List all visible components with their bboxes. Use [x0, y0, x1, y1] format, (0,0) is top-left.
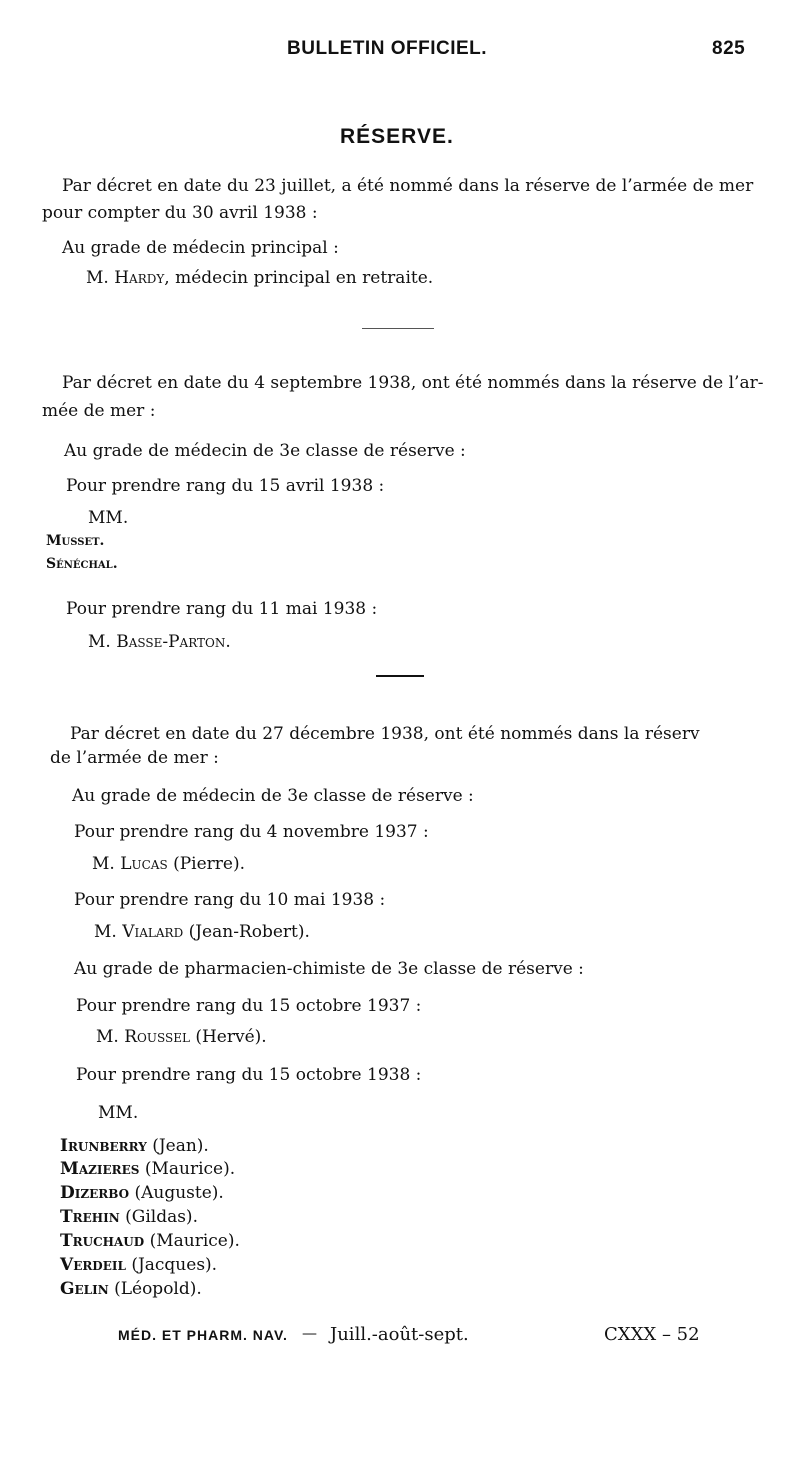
entry-prefix: M. [96, 1027, 125, 1047]
entry-rest: (Hervé). [189, 1027, 267, 1047]
entry-prefix: M. [88, 632, 117, 652]
decree3-mm: MM. [98, 1103, 139, 1123]
entry-prefix: M. [86, 268, 115, 288]
list-firstname: (Jean). [146, 1136, 209, 1156]
decree2-line1: Par décret en date du 4 septembre 1938, ont été nommés dans la réserve de l’ar- [62, 373, 764, 393]
decree2-rank2: Pour prendre rang du 11 mai 1938 : [66, 599, 378, 619]
decree3-rank3: Pour prendre rang du 15 octobre 1937 : [76, 996, 422, 1016]
list-item [60, 1159, 235, 1179]
list-surname: Mazieres [60, 1159, 140, 1179]
list-item [60, 1183, 224, 1203]
list-item [60, 1231, 240, 1251]
list-item [60, 1136, 209, 1156]
list-surname: Gelin [60, 1279, 109, 1299]
decree2-entry [88, 632, 231, 652]
decree3-entry1 [92, 854, 245, 874]
decree2-name-2: Sénéchal. [46, 556, 118, 572]
list-surname: Trehin [60, 1207, 120, 1227]
footer-journal: MÉD. ET PHARM. NAV. [118, 1327, 288, 1343]
list-item [60, 1255, 217, 1275]
entry-surname: Hardy [114, 268, 165, 288]
section-divider [376, 675, 424, 677]
list-surname: Truchaud [60, 1231, 145, 1251]
list-firstname: (Gildas). [119, 1207, 198, 1227]
entry-rest: (Pierre). [167, 854, 246, 874]
decree2-grade: Au grade de médecin de 3e classe de réserve : [64, 441, 466, 461]
list-firstname: (Auguste). [129, 1183, 224, 1203]
section-title: RÉSERVE. [340, 125, 454, 148]
list-firstname: (Léopold). [108, 1279, 202, 1299]
list-firstname: (Maurice). [144, 1231, 240, 1251]
decree3-rank2: Pour prendre rang du 10 mai 1938 : [74, 890, 386, 910]
list-surname: Irunberry [60, 1136, 147, 1156]
footer-dash: — [302, 1324, 317, 1342]
decree3-line2: de l’armée de mer : [50, 748, 219, 768]
decree3-entry2 [94, 922, 310, 942]
decree1-entry [86, 268, 433, 288]
decree2-name-1: Musset. [46, 533, 105, 549]
entry-rest: (Jean-Robert). [183, 922, 310, 942]
footer-volume: CXXX – 52 [604, 1324, 700, 1345]
decree3-rank1: Pour prendre rang du 4 novembre 1937 : [74, 822, 429, 842]
entry-rest: , médecin principal en retraite. [164, 268, 434, 288]
page-number: 825 [712, 38, 746, 59]
decree1-line1: Par décret en date du 23 juillet, a été nommé dans la réserve de l’armée de mer [62, 176, 754, 196]
decree3-grade2: Au grade de pharmacien-chimiste de 3e classe de réserve : [74, 959, 584, 979]
entry-surname: Lucas [120, 854, 168, 874]
entry-surname: Vialard [122, 922, 184, 942]
entry-prefix: M. [92, 854, 121, 874]
list-firstname: (Maurice). [139, 1159, 236, 1179]
decree2-line2: mée de mer : [42, 401, 156, 421]
list-surname: Dizerbo [60, 1183, 130, 1203]
decree2-rank1: Pour prendre rang du 15 avril 1938 : [66, 476, 385, 496]
decree1-line2: pour compter du 30 avril 1938 : [42, 203, 318, 223]
list-item [60, 1207, 198, 1227]
list-firstname: (Jacques). [125, 1255, 218, 1275]
entry-surname: Roussel [124, 1027, 190, 1047]
footer-period: Juill.-août-sept. [330, 1324, 469, 1345]
decree3-line1: Par décret en date du 27 décembre 1938, ont été nommés dans la réserv [70, 724, 700, 744]
list-item [60, 1279, 202, 1299]
entry-surname: Basse-Parton. [116, 632, 231, 652]
decree1-grade: Au grade de médecin principal : [62, 238, 339, 258]
decree3-rank4: Pour prendre rang du 15 octobre 1938 : [76, 1065, 422, 1085]
running-header-title: BULLETIN OFFICIEL. [287, 38, 488, 59]
list-surname: Verdeil [60, 1255, 126, 1275]
section-divider [362, 328, 434, 329]
entry-prefix: M. [94, 922, 123, 942]
decree3-entry3 [96, 1027, 267, 1047]
decree2-mm: MM. [88, 508, 129, 528]
decree3-grade1: Au grade de médecin de 3e classe de réserve : [72, 786, 474, 806]
